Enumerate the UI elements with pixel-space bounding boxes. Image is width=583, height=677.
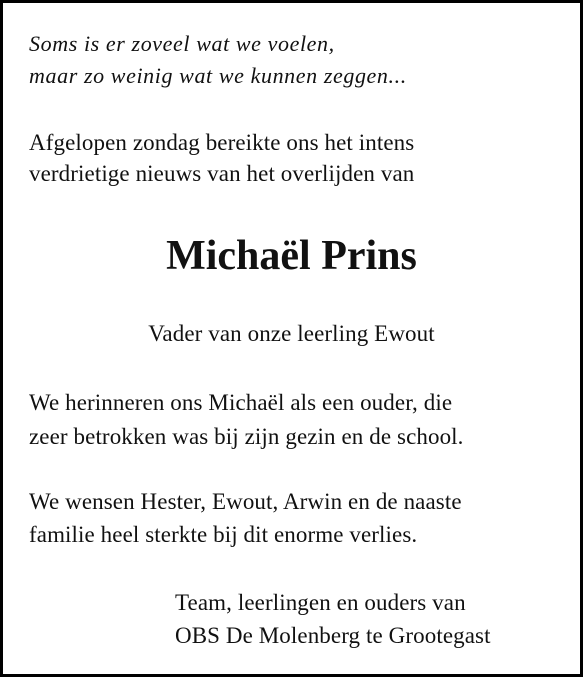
relation-line: Vader van onze leerling Ewout <box>148 321 435 346</box>
poem-line-1: Soms is er zoveel wat we voelen, <box>29 31 335 56</box>
signature-line-1: Team, leerlingen en ouders van <box>175 590 466 615</box>
memory-line-2: zeer betrokken was bij zijn gezin en de school. <box>29 424 464 449</box>
intro-line-2: verdrietige nieuws van het overlijden van <box>29 161 415 186</box>
intro-line-1: Afgelopen zondag bereikte ons het intens <box>29 130 415 155</box>
poem-line-2: maar zo weinig wat we kunnen zeggen... <box>29 63 407 88</box>
memory-line-1: We herinneren ons Michaël als een ouder, die <box>29 390 453 415</box>
wishes-line-2: familie heel sterkte bij dit enorme verlies. <box>29 522 418 547</box>
wishes-line-1: We wensen Hester, Ewout, Arwin en de naaste <box>29 489 462 514</box>
deceased-name: Michaël Prins <box>166 233 417 279</box>
signature-line-2: OBS De Molenberg te Grootegast <box>175 623 491 648</box>
